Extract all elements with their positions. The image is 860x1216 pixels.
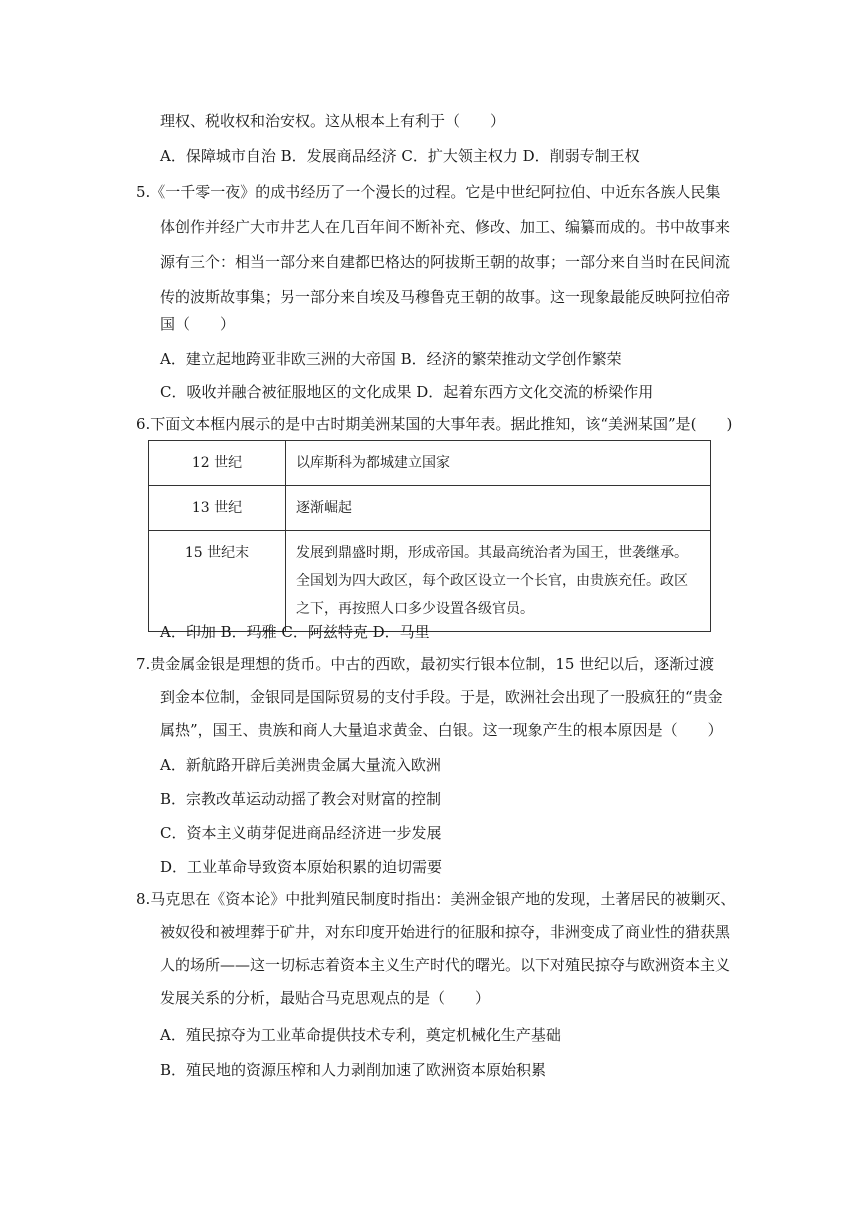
- question-8-stem-line-3: 人的场所——这一切标志着资本主义生产时代的曙光。以下对殖民掠夺与欧洲资本主义: [160, 956, 731, 974]
- question-8-stem-line-4: 发展关系的分析，最贴合马克思观点的是（ ）: [160, 989, 491, 1007]
- table-cell-event: 发展到鼎盛时期，形成帝国。其最高统治者为国王，世袭继承。全国划为四大政区，每个政区设立一个长官，由贵族充任。政区之下，再按照人口多少设置各级官员。: [286, 531, 711, 632]
- question-7-option-b: B．宗教改革运动动摇了教会对财富的控制: [160, 790, 442, 808]
- question-6-options: A．印加 B．玛雅 C．阿兹特克 D．马里: [160, 623, 430, 641]
- question-5-stem-line-2: 体创作并经广大市井艺人在几百年间不断补充、修改、加工、编纂而成的。书中故事来: [160, 218, 731, 236]
- question-5-stem-line-4: 传的波斯故事集；另一部分来自埃及马穆鲁克王朝的故事。这一现象最能反映阿拉伯帝: [160, 288, 731, 306]
- question-7-stem-line-1: 7.贵金属金银是理想的货币。中古的西欧，最初实行银本位制，15 世纪以后，逐渐过渡: [136, 655, 715, 673]
- table-cell-event: 以库斯科为都城建立国家: [286, 441, 711, 486]
- table-cell-event: 逐渐崛起: [286, 486, 711, 531]
- table-row: [149, 441, 711, 486]
- question-8-option-b: B．殖民地的资源压榨和人力剥削加速了欧洲资本原始积累: [160, 1061, 547, 1079]
- question-7-stem-line-3: 属热”，国王、贵族和商人大量追求黄金、白银。这一现象产生的根本原因是（ ）: [160, 721, 723, 739]
- question-8-stem-line-2: 被奴役和被埋葬于矿井，对东印度开始进行的征服和掠夺，非洲变成了商业性的猎获黑: [160, 923, 731, 941]
- table-cell-era: 13 世纪: [149, 486, 286, 531]
- question-5-options-row-1: A．建立起地跨亚非欧三洲的大帝国 B．经济的繁荣推动文学创作繁荣: [160, 350, 622, 368]
- table-cell-era: 15 世纪末: [149, 531, 286, 632]
- question-7-stem-line-2: 到金本位制，金银同是国际贸易的支付手段。于是，欧洲社会出现了一股疯狂的“贵金: [160, 688, 723, 706]
- question-8-stem-line-1: 8.马克思在《资本论》中批判殖民制度时指出：美洲金银产地的发现，土著居民的被剿灭、: [136, 890, 736, 908]
- timeline-table: [148, 440, 711, 632]
- question-5-stem-line-5: 国（ ）: [160, 315, 236, 333]
- table-row: [149, 531, 711, 632]
- table-row: [149, 486, 711, 531]
- question-7-option-d: D．工业革命导致资本原始积累的迫切需要: [160, 858, 443, 876]
- question-7-option-c: C．资本主义萌芽促进商品经济进一步发展: [160, 824, 442, 842]
- question-4-stem-end: 理权、税收权和治安权。这从根本上有利于（ ）: [160, 112, 506, 130]
- table-cell-era: 12 世纪: [149, 441, 286, 486]
- question-5-stem-line-3: 源有三个：相当一部分来自建都巴格达的阿拔斯王朝的故事；一部分来自当时在民间流: [160, 253, 731, 271]
- question-7-option-a: A．新航路开辟后美洲贵金属大量流入欧洲: [160, 756, 441, 774]
- question-5-options-row-2: C．吸收并融合被征服地区的文化成果 D．起着东西方文化交流的桥梁作用: [160, 383, 654, 401]
- question-8-option-a: A．殖民掠夺为工业革命提供技术专利，奠定机械化生产基础: [160, 1026, 561, 1044]
- question-5-stem-line-1: 5.《一千零一夜》的成书经历了一个漫长的过程。它是中世纪阿拉伯、中近东各族人民集: [136, 183, 721, 201]
- question-4-options: A．保障城市自治 B．发展商品经济 C．扩大领主权力 D．削弱专制王权: [160, 147, 640, 165]
- question-6-stem: 6.下面文本框内展示的是中古时期美洲某国的大事年表。据此推知，该“美洲某国”是( ): [136, 415, 733, 433]
